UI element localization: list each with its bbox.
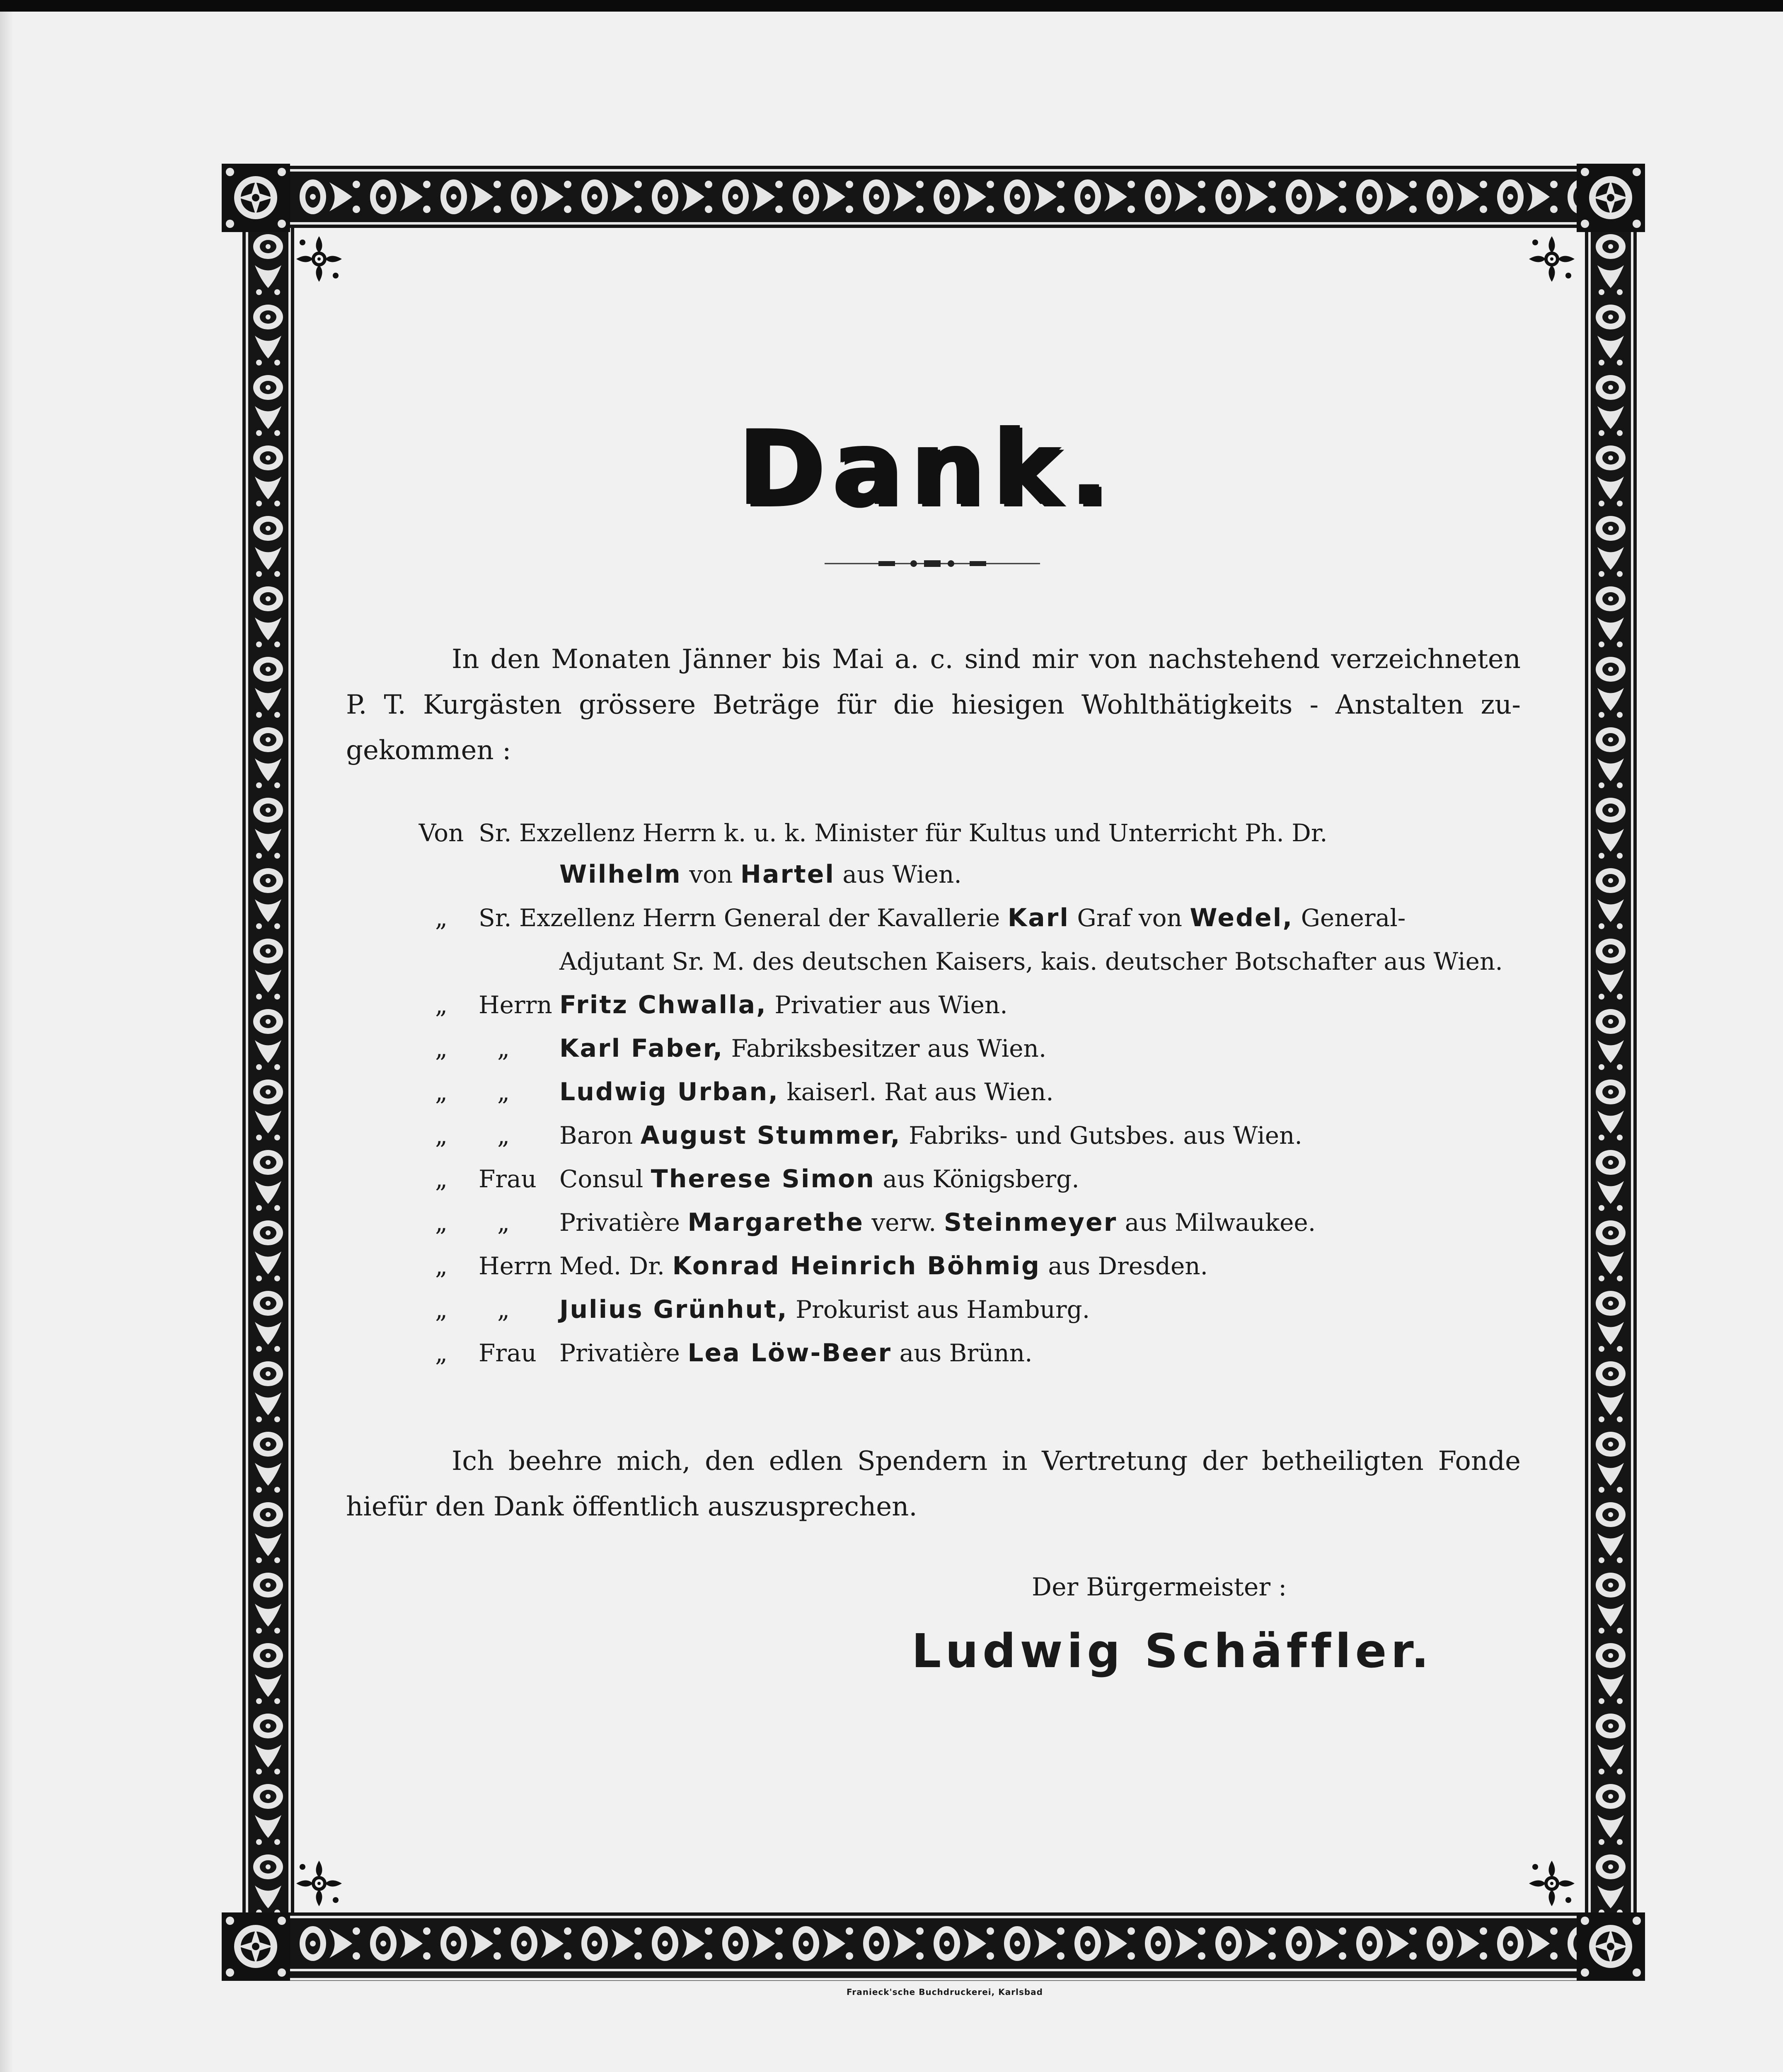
flourish-icon xyxy=(292,1857,346,1910)
donor-particle: Graf von xyxy=(1077,904,1182,932)
donor-title: Frau xyxy=(479,1339,537,1367)
ditto-mark: „ xyxy=(497,1295,510,1324)
corner-ornament-icon xyxy=(222,1912,290,1981)
border-right-ornament xyxy=(1585,228,1637,1912)
donor-origin: aus Milwaukee. xyxy=(1125,1208,1316,1237)
donor-particle: verw. xyxy=(871,1208,936,1237)
donor-origin: kaiserl. Rat aus Wien. xyxy=(786,1078,1054,1106)
donor-origin: aus Königsberg. xyxy=(883,1165,1079,1193)
donor-entry-continued xyxy=(406,854,1533,895)
donor-name: Julius Grünhut, xyxy=(559,1295,788,1324)
signer-name: Ludwig Schäffler. xyxy=(912,1624,1433,1678)
donor-particle: von xyxy=(689,860,733,888)
intro-line: gekommen : xyxy=(346,735,511,766)
donor-origin: Prokurist aus Hamburg. xyxy=(796,1295,1090,1324)
scan-edge-left xyxy=(0,12,12,2072)
ditto-mark: „ xyxy=(435,904,448,932)
donor-entry xyxy=(406,1332,1533,1374)
ditto-mark: „ xyxy=(497,1078,510,1106)
intro-line: P. T. Kurgästen grössere Beträge für die hiesigen Wohlthätigkeits - Anstalten zu- xyxy=(346,690,1521,720)
donor-role: Adjutant Sr. M. des deutschen Kaisers, kais. deutscher Botschafter aus Wien. xyxy=(559,947,1503,975)
ditto-mark: „ xyxy=(497,1034,510,1063)
ditto-mark: „ xyxy=(497,1121,510,1150)
border-left-ornament xyxy=(242,228,294,1912)
ditto-mark: „ xyxy=(435,1295,448,1324)
donor-entry xyxy=(406,1115,1533,1156)
donor-entry-continued xyxy=(406,941,1533,982)
donor-origin: Privatier aus Wien. xyxy=(774,991,1008,1019)
donor-entry xyxy=(406,897,1533,939)
donor-honorific: Sr. Exzellenz Herrn General der Kavallerie xyxy=(479,904,1000,932)
ditto-mark: „ xyxy=(497,1208,510,1237)
donor-name: Karl xyxy=(1007,903,1069,932)
donor-name: Karl Faber, xyxy=(559,1034,724,1063)
printer-imprint: Franieck'sche Buchdruckerei, Karlsbad xyxy=(847,1987,1043,1997)
scan-edge-top xyxy=(0,0,1783,12)
ditto-mark: „ xyxy=(435,1252,448,1280)
donor-origin: aus Brünn. xyxy=(899,1339,1033,1367)
donor-entry xyxy=(406,812,1533,854)
closing-line: hiefür den Dank öffentlich auszusprechen. xyxy=(346,1491,917,1522)
ditto-mark: „ xyxy=(435,1208,448,1237)
donor-title: Privatière xyxy=(559,1339,680,1367)
ditto-mark: „ xyxy=(435,1121,448,1150)
donor-entry xyxy=(406,984,1533,1026)
flourish-icon xyxy=(292,232,346,286)
donor-entry xyxy=(406,1202,1533,1243)
donor-name: Lea Löw-Beer xyxy=(687,1339,892,1368)
donor-entry xyxy=(406,1245,1533,1287)
list-prefix: Von xyxy=(419,819,464,847)
donor-honorific: Sr. Exzellenz Herrn k. u. k. Minister für Kultus und Unterricht Ph. Dr. xyxy=(479,819,1328,847)
donor-name: Steinmeyer xyxy=(944,1208,1118,1237)
donor-title: Med. Dr. xyxy=(559,1252,665,1280)
donor-origin: Fabriksbesitzer aus Wien. xyxy=(731,1034,1047,1063)
title-divider xyxy=(825,557,1040,570)
donor-name: Hartel xyxy=(740,860,835,889)
donor-name: Fritz Chwalla, xyxy=(559,990,767,1019)
donor-title: Herrn xyxy=(479,991,552,1019)
donor-entry xyxy=(406,1158,1533,1200)
ditto-mark: „ xyxy=(435,1034,448,1063)
donor-name: Margarethe xyxy=(687,1208,864,1237)
donor-title: Privatière xyxy=(559,1208,680,1237)
flourish-icon xyxy=(1525,232,1579,286)
donor-name: Ludwig Urban, xyxy=(559,1077,779,1106)
donor-name: August Stummer, xyxy=(640,1121,901,1150)
donor-entry xyxy=(406,1071,1533,1113)
donor-entry xyxy=(406,1028,1533,1069)
corner-ornament-icon xyxy=(222,164,290,232)
closing-line: Ich beehre mich, den edlen Spendern in Vertretung der betheiligten Fonde xyxy=(452,1446,1521,1477)
donor-role: General- xyxy=(1301,904,1406,932)
donor-name: Konrad Heinrich Böhmig xyxy=(672,1251,1040,1280)
ditto-mark: „ xyxy=(435,991,448,1019)
donor-title: Frau xyxy=(479,1165,537,1193)
donor-origin: aus Wien. xyxy=(842,860,962,888)
donor-title: Herrn xyxy=(479,1252,552,1280)
page-title: Dank. xyxy=(738,408,1118,528)
signer-label: Der Bürgermeister : xyxy=(1032,1573,1287,1602)
donor-origin: aus Dresden. xyxy=(1048,1252,1208,1280)
flourish-icon xyxy=(1525,1857,1579,1910)
donor-title: Consul xyxy=(559,1165,644,1193)
donor-name: Wedel, xyxy=(1190,903,1294,932)
donor-name: Therese Simon xyxy=(651,1164,875,1193)
ditto-mark: „ xyxy=(435,1078,448,1106)
intro-line: In den Monaten Jänner bis Mai a. c. sind mir von nachstehend verzeichneten xyxy=(452,644,1521,675)
donor-title: Baron xyxy=(559,1121,633,1150)
donor-origin: Fabriks- und Gutsbes. aus Wien. xyxy=(909,1121,1302,1150)
donor-entry xyxy=(406,1289,1533,1330)
corner-ornament-icon xyxy=(1577,164,1645,232)
ditto-mark: „ xyxy=(435,1165,448,1193)
ditto-mark: „ xyxy=(435,1339,448,1367)
donor-name: Wilhelm xyxy=(559,860,682,889)
corner-ornament-icon xyxy=(1577,1912,1645,1981)
border-top-ornament xyxy=(224,166,1645,228)
border-bottom-ornament xyxy=(224,1912,1645,1981)
